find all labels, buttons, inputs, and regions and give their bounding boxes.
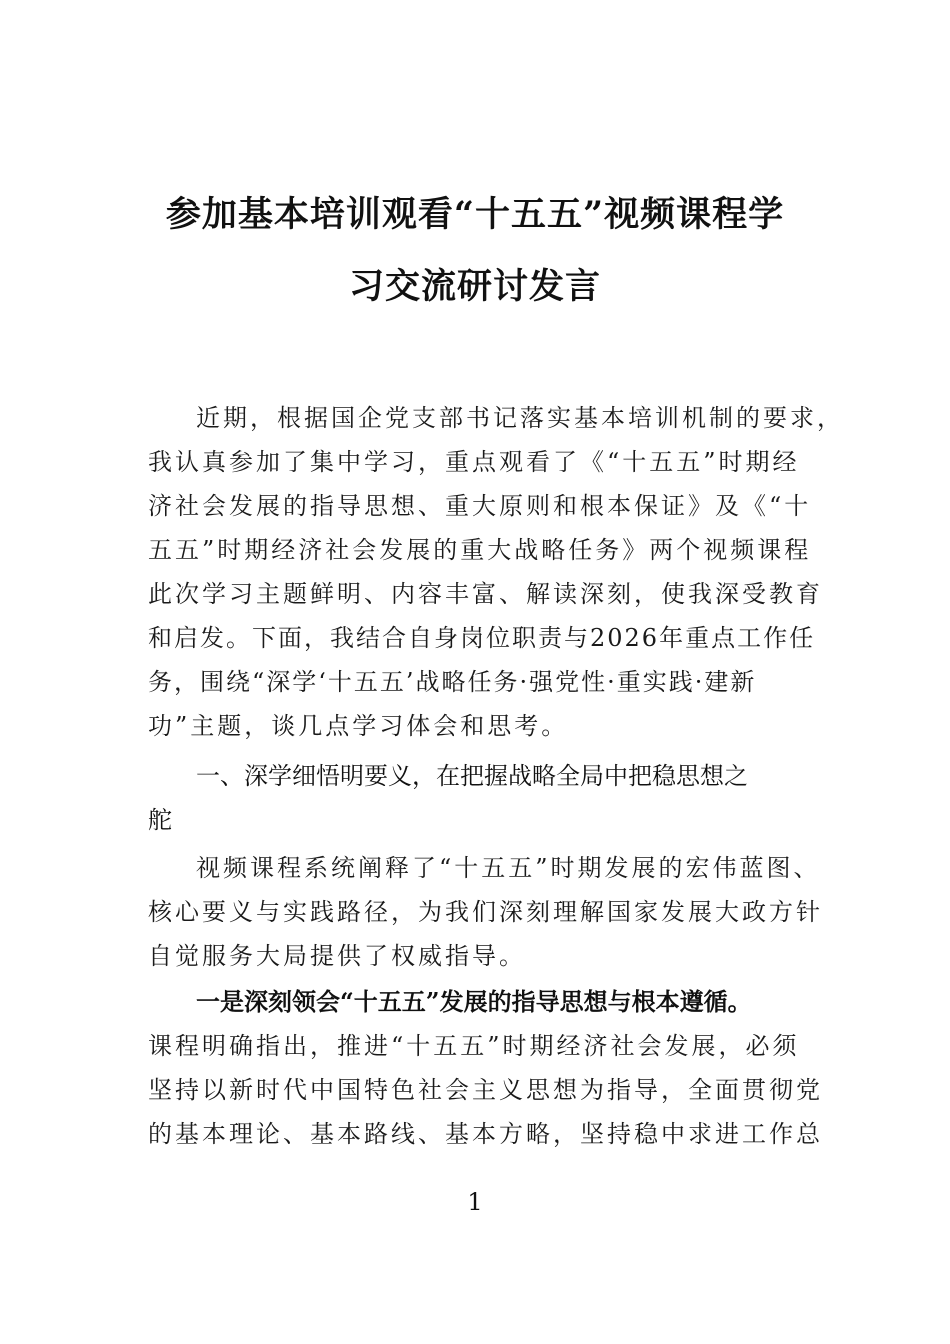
paragraph-line: 此次学习主题鲜明、内容丰富、解读深刻，使我深受教育 (148, 580, 823, 608)
subheading: 一是深刻领会“十五五”发展的指导思想与根本遵循。 (196, 987, 752, 1016)
paragraph-line: 近期，根据国企党支部书记落实基本培训机制的要求， (196, 404, 844, 432)
paragraph-line: 和启发。下面，我结合自身岗位职责与2026年重点工作任 (148, 624, 816, 652)
section-heading-line: 一、深学细悟明要义，在把握战略全局中把稳思想之 (196, 762, 748, 790)
paragraph-line: 功”主题，谈几点学习体会和思考。 (148, 712, 569, 740)
paragraph-line: 核心要义与实践路径，为我们深刻理解国家发展大政方针 (148, 898, 823, 926)
paragraph-line: 自觉服务大局提供了权威指导。 (148, 942, 526, 970)
paragraph-line: 五五”时期经济社会发展的重大战略任务》两个视频课程 (148, 536, 812, 564)
document-title-line-1: 参加基本培训观看“十五五”视频课程学 (165, 194, 785, 235)
paragraph-line: 视频课程系统阐释了“十五五”时期发展的宏伟蓝图、 (196, 854, 821, 882)
document-title-line-2: 习交流研讨发言 (348, 266, 601, 307)
paragraph-line: 的基本理论、基本路线、基本方略，坚持稳中求进工作总 (148, 1120, 823, 1148)
section-heading-line: 舵 (148, 806, 172, 834)
paragraph-line: 课程明确指出，推进“十五五”时期经济社会发展，必须 (148, 1032, 800, 1060)
paragraph-line: 济社会发展的指导思想、重大原则和根本保证》及《“十 (148, 492, 812, 520)
paragraph-line: 我认真参加了集中学习，重点观看了《“十五五”时期经 (148, 448, 800, 476)
paragraph-line: 务，围绕“深学‘十五五’战略任务·强党性·重实践·建新 (148, 668, 757, 696)
page-number: 1 (467, 1188, 483, 1216)
paragraph-line: 坚持以新时代中国特色社会主义思想为指导，全面贯彻党 (148, 1076, 823, 1104)
